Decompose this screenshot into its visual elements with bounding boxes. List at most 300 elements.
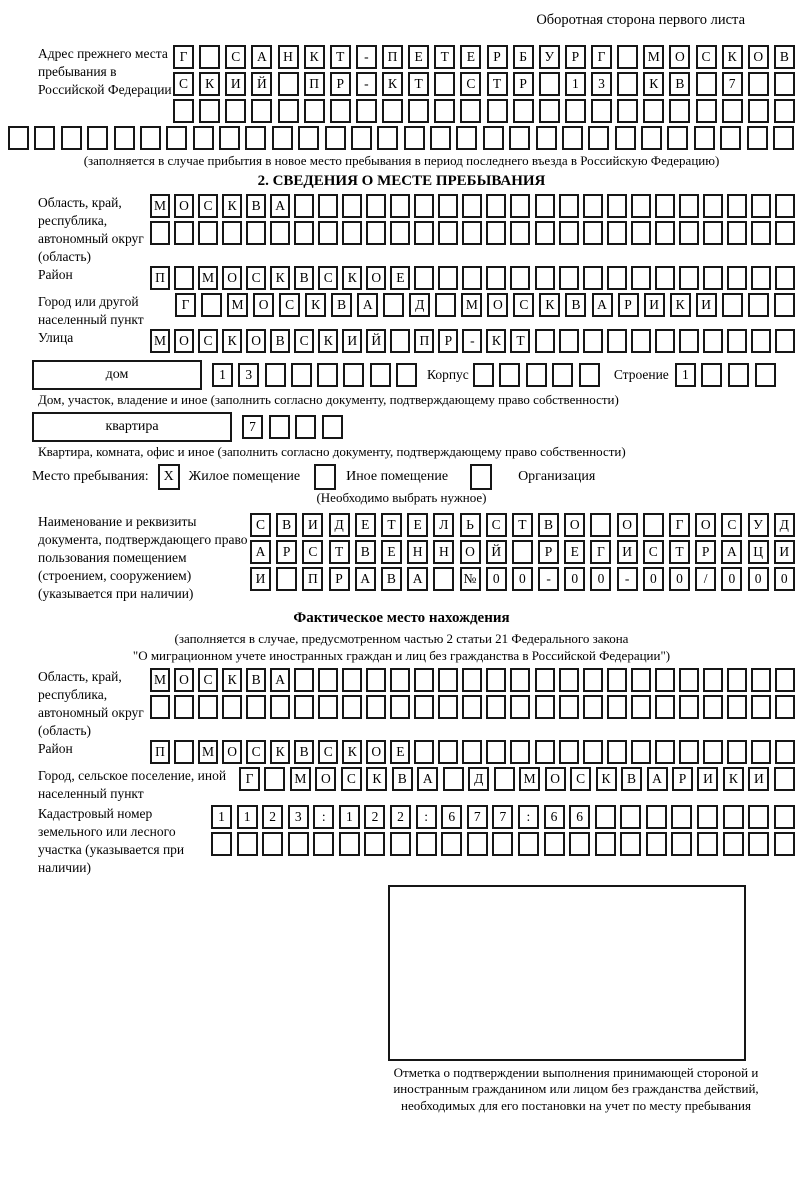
prev-address-grid-row-4 [8, 126, 794, 150]
apartment-box-label: квартира [105, 419, 159, 435]
cadastral-grids [211, 805, 795, 859]
char-cell: Е [390, 740, 410, 764]
char-cell [174, 221, 194, 245]
char-cell: 0 [721, 567, 742, 591]
char-cell [583, 668, 603, 692]
char-cell [679, 221, 699, 245]
char-cell: Е [564, 540, 585, 564]
char-cell [751, 740, 771, 764]
char-cell [747, 126, 768, 150]
char-cell [539, 72, 560, 96]
char-cell: М [461, 293, 482, 317]
char-cell [697, 832, 718, 856]
page-header-note: Оборотная сторона первого листа [536, 12, 745, 28]
char-cell: В [246, 194, 266, 218]
char-cell: П [382, 45, 403, 69]
char-cell: - [356, 72, 377, 96]
char-cell: Д [774, 513, 795, 537]
char-cell: С [198, 668, 218, 692]
char-cell: : [518, 805, 539, 829]
char-cell [727, 266, 747, 290]
char-cell [775, 329, 795, 353]
char-cell: М [150, 668, 170, 692]
char-cell [655, 194, 675, 218]
char-cell: И [697, 767, 718, 791]
char-cell: / [695, 567, 716, 591]
char-cell: А [357, 293, 378, 317]
char-cell: С [198, 329, 218, 353]
stay-option-residential-label: Жилое помещение [188, 469, 301, 485]
char-cell [198, 221, 218, 245]
char-cell [288, 832, 309, 856]
prev-address-block [8, 45, 795, 126]
char-cell: - [356, 45, 377, 69]
char-cell [617, 72, 638, 96]
apartment-note: Квартира, комната, офис и иное (заполнить согласно документу, подтверждающему право собственности) [38, 444, 626, 460]
char-cell [751, 329, 771, 353]
char-cell: О [246, 329, 266, 353]
prev-address-grid-row-1 [173, 45, 795, 69]
char-cell: 0 [512, 567, 533, 591]
char-cell [583, 740, 603, 764]
char-cell [696, 72, 717, 96]
char-cell: А [270, 668, 290, 692]
char-cell [460, 99, 481, 123]
char-cell [438, 221, 458, 245]
char-cell [535, 266, 555, 290]
char-cell: Е [381, 540, 402, 564]
char-cell [775, 668, 795, 692]
char-cell: К [222, 194, 242, 218]
char-cell: М [150, 194, 170, 218]
char-cell [396, 363, 417, 387]
char-cell: П [304, 72, 325, 96]
char-cell [318, 221, 338, 245]
char-cell [486, 668, 506, 692]
char-cell: Р [329, 567, 350, 591]
char-cell [486, 194, 506, 218]
char-cell: Т [381, 513, 402, 537]
char-cell: П [302, 567, 323, 591]
char-cell [679, 329, 699, 353]
region-grids [150, 194, 795, 248]
char-cell: Г [173, 45, 194, 69]
char-cell [512, 540, 533, 564]
char-cell [366, 695, 386, 719]
char-cell [486, 266, 506, 290]
char-cell [655, 695, 675, 719]
char-cell [536, 126, 557, 150]
char-cell [655, 266, 675, 290]
char-cell: О [564, 513, 585, 537]
street-label: Улица [38, 329, 74, 345]
char-cell [467, 832, 488, 856]
char-cell: И [250, 567, 271, 591]
house-box [32, 360, 202, 390]
char-cell: К [486, 329, 506, 353]
char-cell [775, 194, 795, 218]
char-cell [703, 329, 723, 353]
city-grid [175, 293, 795, 317]
char-cell: Р [330, 72, 351, 96]
char-cell [174, 740, 194, 764]
char-cell: Р [672, 767, 693, 791]
char-cell [513, 99, 534, 123]
char-cell [728, 363, 749, 387]
char-cell: - [462, 329, 482, 353]
char-cell: О [222, 740, 242, 764]
stay-option-organization-checkbox [470, 464, 492, 490]
char-cell: К [199, 72, 220, 96]
char-cell [222, 221, 242, 245]
char-cell: С [279, 293, 300, 317]
char-cell: Й [486, 540, 507, 564]
prev-address-grid-row-3 [173, 99, 795, 123]
char-cell: К [270, 266, 290, 290]
char-cell [559, 194, 579, 218]
char-cell [245, 126, 266, 150]
char-cell [434, 99, 455, 123]
char-cell: Т [669, 540, 690, 564]
char-cell [251, 99, 272, 123]
actual-region-label: Область, край, республика, автономный округ (область) [38, 668, 144, 738]
char-cell [755, 363, 776, 387]
char-cell [669, 99, 690, 123]
char-cell: Е [355, 513, 376, 537]
document-grid-row-1 [250, 513, 795, 537]
char-cell: О [748, 45, 769, 69]
cadastral-row [8, 805, 795, 877]
char-cell: № [460, 567, 481, 591]
char-cell: Р [276, 540, 297, 564]
char-cell [607, 221, 627, 245]
char-cell [462, 695, 482, 719]
char-cell [535, 194, 555, 218]
char-cell [377, 126, 398, 150]
char-cell [679, 194, 699, 218]
city-row [8, 293, 795, 329]
char-cell: К [722, 45, 743, 69]
char-cell: А [270, 194, 290, 218]
char-cell: Д [329, 513, 350, 537]
char-cell [87, 126, 108, 150]
char-cell: С [173, 72, 194, 96]
prev-address-grid-row-2 [173, 72, 795, 96]
char-cell: 0 [486, 567, 507, 591]
char-cell [723, 832, 744, 856]
stroenie-label: Строение [613, 366, 669, 382]
char-cell: 6 [544, 805, 565, 829]
char-cell [438, 194, 458, 218]
char-cell [313, 832, 334, 856]
char-cell [366, 221, 386, 245]
char-cell [727, 695, 747, 719]
street-row [8, 329, 795, 356]
char-cell: С [225, 45, 246, 69]
char-cell [620, 805, 641, 829]
char-cell: Н [407, 540, 428, 564]
district-label: Район [38, 267, 73, 283]
char-cell [751, 695, 771, 719]
char-cell: 7 [467, 805, 488, 829]
char-cell [535, 695, 555, 719]
char-cell: 2 [262, 805, 283, 829]
char-cell: К [222, 329, 242, 353]
char-cell: 0 [590, 567, 611, 591]
char-cell [631, 695, 651, 719]
char-cell [222, 695, 242, 719]
char-cell [727, 329, 747, 353]
char-cell: 1 [211, 805, 232, 829]
prev-address-note: (заполняется в случае прибытия в новое место пребывания в период последнего въезда в Российскую Федерацию) [83, 153, 720, 168]
char-cell [278, 72, 299, 96]
char-cell [430, 126, 451, 150]
char-cell [583, 329, 603, 353]
char-cell [544, 832, 565, 856]
char-cell [643, 513, 664, 537]
char-cell [294, 194, 314, 218]
char-cell [487, 99, 508, 123]
char-cell [443, 767, 464, 791]
region-grid-row-1 [150, 194, 795, 218]
char-cell: С [696, 45, 717, 69]
char-cell [607, 266, 627, 290]
char-cell [539, 99, 560, 123]
char-cell: И [644, 293, 665, 317]
korpus-grid [473, 363, 600, 387]
char-cell [667, 126, 688, 150]
char-cell [631, 266, 651, 290]
char-cell [748, 99, 769, 123]
char-cell: Т [510, 329, 530, 353]
char-cell [494, 767, 515, 791]
char-cell: Д [409, 293, 430, 317]
char-cell [583, 194, 603, 218]
char-cell [775, 740, 795, 764]
stay-type-row [32, 464, 795, 490]
actual-district-label: Район [38, 740, 73, 756]
char-cell [291, 363, 312, 387]
char-cell: О [174, 329, 194, 353]
char-cell: О [487, 293, 508, 317]
cadastral-grid-row-1 [211, 805, 795, 829]
char-cell: С [318, 740, 338, 764]
char-cell: Е [408, 45, 429, 69]
char-cell [390, 221, 410, 245]
char-cell: Н [278, 45, 299, 69]
char-cell [727, 221, 747, 245]
char-cell [703, 695, 723, 719]
char-cell [535, 740, 555, 764]
district-grid [150, 266, 795, 290]
char-cell [720, 126, 741, 150]
document-row [8, 513, 795, 603]
char-cell [140, 126, 161, 150]
char-cell: Р [565, 45, 586, 69]
char-cell: Й [366, 329, 386, 353]
apartment-row [32, 412, 795, 442]
char-cell [414, 221, 434, 245]
actual-city-grid [239, 767, 795, 791]
char-cell: Т [512, 513, 533, 537]
char-cell [565, 99, 586, 123]
char-cell: М [643, 45, 664, 69]
char-cell [462, 194, 482, 218]
char-cell [607, 668, 627, 692]
char-cell [499, 363, 520, 387]
char-cell [383, 293, 404, 317]
prev-address-label: Адрес прежнего места пребывания в Российской Федерации [38, 46, 172, 97]
char-cell [510, 194, 530, 218]
char-cell [438, 740, 458, 764]
street-grid [150, 329, 795, 353]
char-cell [518, 832, 539, 856]
char-cell [370, 363, 391, 387]
district-row [8, 266, 795, 293]
char-cell: О [366, 266, 386, 290]
char-cell: О [366, 740, 386, 764]
char-cell [330, 99, 351, 123]
char-cell: : [416, 805, 437, 829]
char-cell: 7 [242, 415, 263, 439]
char-cell: В [331, 293, 352, 317]
char-cell [775, 266, 795, 290]
char-cell: 3 [288, 805, 309, 829]
char-cell: П [414, 329, 434, 353]
char-cell [775, 221, 795, 245]
char-cell [414, 266, 434, 290]
char-cell [390, 832, 411, 856]
char-cell: - [617, 567, 638, 591]
actual-region-row [8, 668, 795, 740]
char-cell [270, 695, 290, 719]
char-cell [462, 740, 482, 764]
char-cell: 0 [669, 567, 690, 591]
char-cell [114, 126, 135, 150]
char-cell [774, 293, 795, 317]
apartment-box [32, 412, 232, 442]
char-cell [193, 126, 214, 150]
char-cell [246, 221, 266, 245]
char-cell [595, 805, 616, 829]
stay-option-organization-label: Организация [518, 469, 596, 485]
char-cell [298, 126, 319, 150]
char-cell [343, 363, 364, 387]
char-cell [696, 99, 717, 123]
char-cell: О [669, 45, 690, 69]
char-cell: Г [590, 540, 611, 564]
char-cell [294, 695, 314, 719]
char-cell: 1 [212, 363, 233, 387]
actual-location-note-line-1: (заполняется в случае, предусмотренном частью 2 статьи 21 Федерального закона [174, 631, 629, 647]
char-cell: 1 [565, 72, 586, 96]
char-cell [246, 695, 266, 719]
char-cell [404, 126, 425, 150]
char-cell [295, 415, 316, 439]
char-cell [366, 194, 386, 218]
char-cell [583, 266, 603, 290]
char-cell [237, 832, 258, 856]
char-cell: С [294, 329, 314, 353]
char-cell [390, 695, 410, 719]
char-cell [722, 99, 743, 123]
char-cell: - [538, 567, 559, 591]
char-cell: Л [433, 513, 454, 537]
char-cell: Т [330, 45, 351, 69]
char-cell: И [748, 767, 769, 791]
char-cell [408, 99, 429, 123]
char-cell: А [647, 767, 668, 791]
char-cell [456, 126, 477, 150]
char-cell: О [545, 767, 566, 791]
char-cell: О [222, 266, 242, 290]
char-cell [591, 99, 612, 123]
char-cell: Р [618, 293, 639, 317]
char-cell: А [592, 293, 613, 317]
char-cell [559, 266, 579, 290]
char-cell: С [246, 740, 266, 764]
char-cell: С [198, 194, 218, 218]
region-row [8, 194, 795, 266]
char-cell: А [251, 45, 272, 69]
char-cell: Т [408, 72, 429, 96]
char-cell: Е [460, 45, 481, 69]
region-grid-row-2 [150, 221, 795, 245]
char-cell [646, 805, 667, 829]
char-cell [366, 668, 386, 692]
char-cell: 6 [441, 805, 462, 829]
char-cell: М [227, 293, 248, 317]
char-cell [751, 668, 771, 692]
char-cell [631, 740, 651, 764]
char-cell [643, 99, 664, 123]
char-cell [583, 221, 603, 245]
char-cell: С [643, 540, 664, 564]
char-cell [526, 363, 547, 387]
cadastral-grid-row-2 [211, 832, 795, 856]
char-cell: К [596, 767, 617, 791]
char-cell [559, 329, 579, 353]
char-cell [615, 126, 636, 150]
actual-location-title: Фактическое место нахождения [293, 610, 510, 627]
char-cell: 0 [774, 567, 795, 591]
char-cell: 0 [748, 567, 769, 591]
char-cell: С [570, 767, 591, 791]
char-cell [219, 126, 240, 150]
char-cell [579, 363, 600, 387]
stay-option-other-checkbox [314, 464, 336, 490]
house-number-grid [212, 363, 417, 387]
char-cell [342, 695, 362, 719]
char-cell [751, 221, 771, 245]
char-cell: 2 [390, 805, 411, 829]
char-cell [701, 363, 722, 387]
char-cell: И [696, 293, 717, 317]
char-cell [617, 45, 638, 69]
char-cell: 1 [237, 805, 258, 829]
char-cell: 2 [364, 805, 385, 829]
char-cell: К [342, 740, 362, 764]
char-cell [679, 266, 699, 290]
char-cell [607, 695, 627, 719]
char-cell: У [539, 45, 560, 69]
char-cell [342, 194, 362, 218]
char-cell [751, 194, 771, 218]
char-cell: М [519, 767, 540, 791]
char-cell [486, 221, 506, 245]
char-cell [703, 266, 723, 290]
actual-city-row [8, 767, 795, 803]
